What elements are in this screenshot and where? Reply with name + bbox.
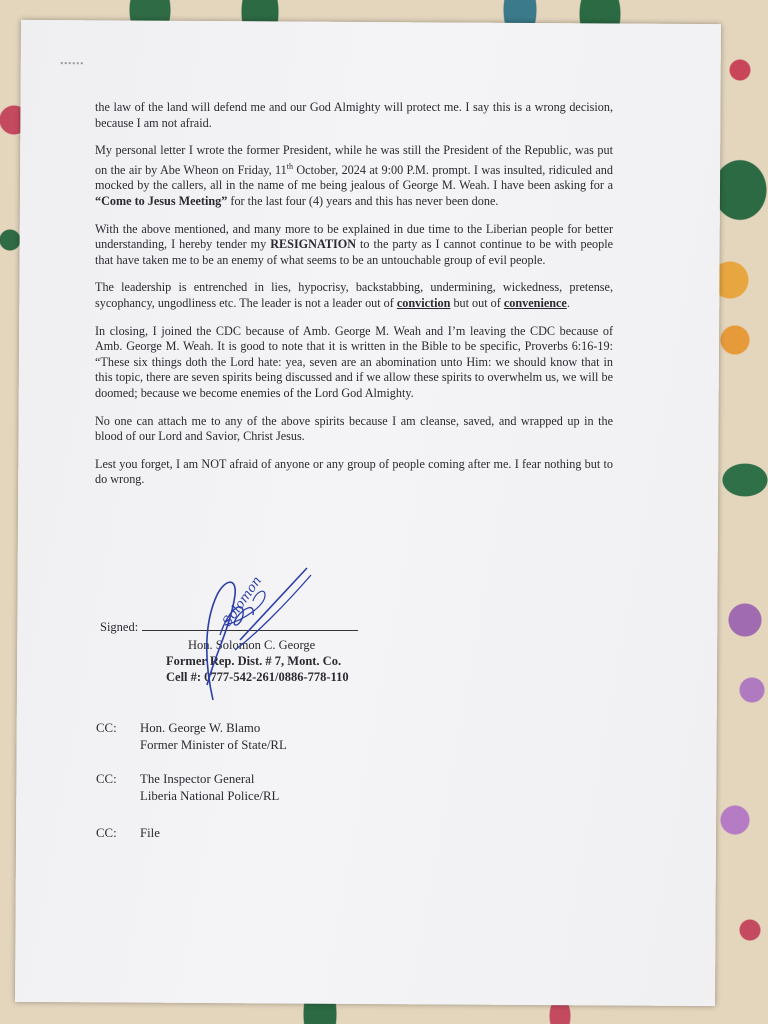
paragraph-7 (95, 457, 613, 488)
paragraph-1 (95, 100, 613, 131)
cc-label: CC: (96, 721, 117, 735)
text-run: With the above mentioned, and many more to be explained in due time to the Liberian people for better understanding, I hereby tender my (95, 221, 613, 252)
text-run: The leadership is entrenched in lies, hypocrisy, backstabbing, undermining, wickedness, pretense, sycophancy, ungodliness etc. The leader is not a leader out of (95, 280, 613, 310)
text-run: for the last four (4) years and this has never been done. (227, 194, 499, 209)
signer-cell: Cell #: 0777-542-261/0886-778-110 (166, 670, 349, 684)
cc-recipient-title: Liberia National Police/RL (140, 789, 280, 803)
paper-mark (61, 62, 83, 67)
signed-label: Signed: (100, 620, 139, 634)
svg-text:Solomon: Solomon (219, 573, 266, 630)
text-run: . (566, 296, 570, 310)
text-run: the law of the land will defend me and our God Almighty will protect me. I say this is a wrong decision, because I am not afraid. (95, 100, 613, 130)
cc-recipient-name: File (140, 826, 160, 840)
text-run: conviction (396, 296, 451, 310)
text-run: My personal letter I wrote the former President, while he was still the President of the Republic, was put on the air by Abe Wheon on Friday, 11 (95, 143, 613, 177)
paragraph-6 (95, 414, 613, 445)
text-run: convenience (503, 296, 567, 310)
cc-recipient-title: Former Minister of State/RL (140, 738, 287, 752)
text-run: Lest you forget, I am NOT afraid of anyone or any group of people coming after me. I fear nothing but to do wrong. (95, 456, 613, 487)
paragraph-2 (95, 143, 613, 209)
handwritten-signature (195, 565, 325, 705)
text-run: October, 2024 at 9:00 P.M. prompt. I was insulted, ridiculed and mocked by the callers, all in the name of me being jealous of George M. Weah. I have been asking for a (95, 162, 613, 193)
paragraph-4 (95, 280, 613, 311)
cc-label: CC: (96, 826, 117, 840)
cc-recipient-name: The Inspector General (140, 772, 255, 786)
text-run: No one can attach me to any of the above spirits because I am cleanse, saved, and wrapped up in the blood of our Lord and Savior, Christ Jesus. (95, 413, 613, 444)
text-run: but out of (450, 296, 504, 310)
cc-entry-2 (96, 771, 279, 805)
text-run: to the party as I cannot continue to be with people that have taken me to be an enemy of what seems to be an untouchable group of evil people. (95, 237, 613, 267)
paragraph-5 (95, 324, 613, 402)
signer-name: Hon. Solomon C. George (188, 638, 316, 652)
cc-entry-1 (96, 720, 287, 754)
text-run: RESIGNATION (270, 237, 357, 252)
text-run: In closing, I joined the CDC because of Amb. George M. Weah and I’m leaving the CDC because of Amb. George M. Weah. It is good to note that it is written in the Bible to be specific, Proverbs 6:16-19: “These six things doth the Lord hate: yea, seven are an abomination unto Him: we should know that in this topic, there are seven spirits being discussed and if we allow these spirits to overwhelm us, we will be doomed; because we become enemies of the Lord God Almighty. (95, 323, 613, 400)
text-run: “Come to Jesus Meeting” (95, 194, 228, 209)
cc-entry-3 (96, 825, 160, 842)
letter-body (95, 100, 613, 500)
cc-label: CC: (96, 772, 117, 786)
text-run: th (286, 161, 293, 171)
signer-title: Former Rep. Dist. # 7, Mont. Co. (166, 654, 342, 668)
cc-recipient-name: Hon. George W. Blamo (140, 721, 261, 735)
paragraph-3 (95, 222, 613, 269)
